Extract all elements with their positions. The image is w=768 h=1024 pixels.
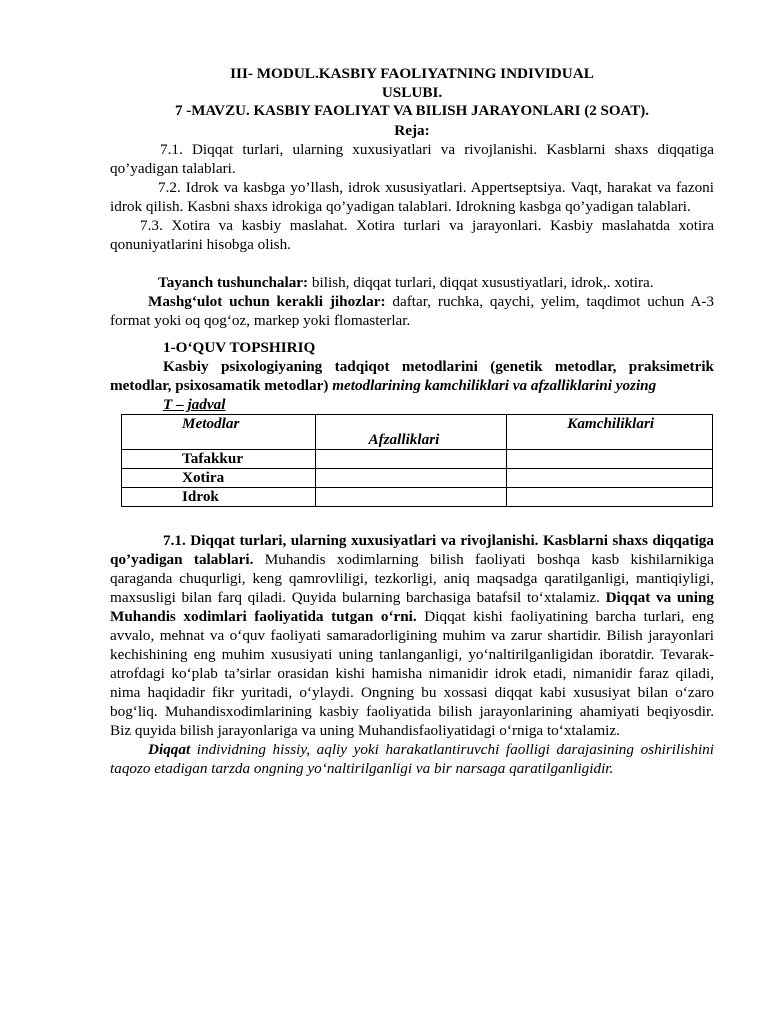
module-title-line1: III- MODUL.KASBIY FAOLIYATNING INDIVIDUAL [230, 65, 594, 82]
table-header-cell: Afzalliklari [316, 415, 507, 450]
table-row [122, 450, 713, 469]
task-text [110, 357, 714, 395]
section-subheading: Diqqat va uning Muhandis xodimlari faoliyatida tutgan o‘rni. [110, 589, 714, 625]
equipment [110, 292, 714, 330]
key-concepts [110, 273, 714, 292]
table-row [122, 469, 713, 488]
table-cell [507, 450, 713, 469]
table-cell [507, 469, 713, 488]
plan-item: 7.3. Xotira va kasbiy maslahat. Xotira turlari va jarayonlari. Kasbiy maslahatda xotira qonuniyatlarini hisobga olish. [110, 217, 714, 253]
section-paragraph [110, 531, 714, 740]
table-cell [507, 488, 713, 507]
methods-table [121, 414, 713, 507]
equipment-label: Mashg‘ulot uchun kerakli jihozlar: [148, 293, 386, 310]
table-header-row [122, 415, 713, 450]
section-heading: 7.1. Diqqat turlari, ularning xuxusiyatlari va rivojlanishi. Kasblarni shaxs diqqatiga qo’yadigan talablari. [110, 532, 714, 568]
task-heading: 1-O‘QUV TOPSHIRIQ [163, 339, 316, 356]
key-concepts-text: bilish, diqqat turlari, diqqat xusustiyatlari, idrok,. xotira. [308, 274, 654, 291]
definition-paragraph [110, 740, 714, 778]
spacer [110, 254, 714, 273]
module-title-line2: USLUBI. [381, 84, 443, 101]
task-italic: metodlarining kamchiliklari va afzalliklarini yozing [328, 377, 657, 394]
table-cell [316, 469, 507, 488]
plan-item: 7.1. Diqqat turlari, ularning xuxusiyatlari va rivojlanishi. Kasblarni shaxs diqqatiga qo’yadigan talablari. [110, 141, 714, 177]
table-cell [316, 488, 507, 507]
key-concepts-label: Tayanch tushunchalar: [158, 274, 309, 291]
table-cell: Xotira [122, 469, 316, 488]
table-row [122, 488, 713, 507]
equipment-text: daftar, ruchka, qaychi, yelim, taqdimot uchun A-3 format yoki oq qog‘oz, markep yoki flomasterlar. [110, 293, 714, 329]
table-header-cell: Metodlar [122, 415, 316, 450]
spacer [110, 507, 714, 531]
document-page [110, 64, 714, 778]
table-cell: Idrok [122, 488, 316, 507]
section-text: Muhandis xodimlarning bilish faoliyati boshqa kasb kishilarnikiga qaraganda chuqurligi, keng qamrovliligi, tezkorligi, aniq maqsadga qaratilganligi, mantiqiyligi, maxsusligi bilan farq qiladi. Quyida bularning barchasiga batafsil to‘xtalamiz. [110, 551, 715, 606]
table-cell [316, 450, 507, 469]
table-caption: T – jadval [163, 396, 226, 413]
plan-heading: Reja: [394, 122, 430, 139]
definition-term: Diqqat [148, 741, 191, 758]
definition-text: individning hissiy, aqliy yoki harakatlantiruvchi faolligi darajasining oshirilishini taqozo etadigan tarzda ongning yo‘naltirilganligi va bir narsaga qaratilganligidir. [110, 741, 714, 777]
plan-item: 7.2. Idrok va kasbga yo’llash, idrok xususiyatlari. Appertseptsiya. Vaqt, harakat va fazoni idrok qilish. Kasbni shaxs idrokiga qo’yadigan talablari. Idrokning kasbga qo’yadigan talablari. [110, 179, 714, 215]
section-text: Diqqat kishi faoliyatining barcha turlari, eng avvalo, mehnat va o‘quv faoliyati samaradorligining muhim va zarur shartidir. Bilish jarayonlari kechishining eng muhim xususiyati uning tanlanganligi, yo‘naltirilganligidan iboratdir. Tevarak-atrofdagi ko‘plab ta’sirlar orasidan kishi hamisha nimanidir idrok etadi, nimanidir faraz qiladi, nima haqidadir fikr yuritadi, o‘ylaydi. Ongning bu xossasi diqqat kabi xususiyat bilan o‘zaro bog‘liq. Muhandisxodimlarining kasbiy faoliyatida bilish jarayonlarining ahamiyati beqiyosdir. Biz quyida bilish jarayonlariga va uning Muhandisfaoliyatidagi o‘rniga to‘xtalamiz. [110, 608, 714, 739]
task-bold: Kasbiy psixologiyaning tadqiqot metodlarini (genetik metodlar, praksimetrik metodlar, psixosamatik metodlar) [110, 358, 714, 394]
table-cell: Tafakkur [122, 450, 316, 469]
topic-title: 7 -MAVZU. KASBIY FAOLIYAT VA BILISH JARAYONLARI (2 SOAT). [175, 103, 649, 119]
table-header-cell: Kamchiliklari [507, 415, 713, 450]
